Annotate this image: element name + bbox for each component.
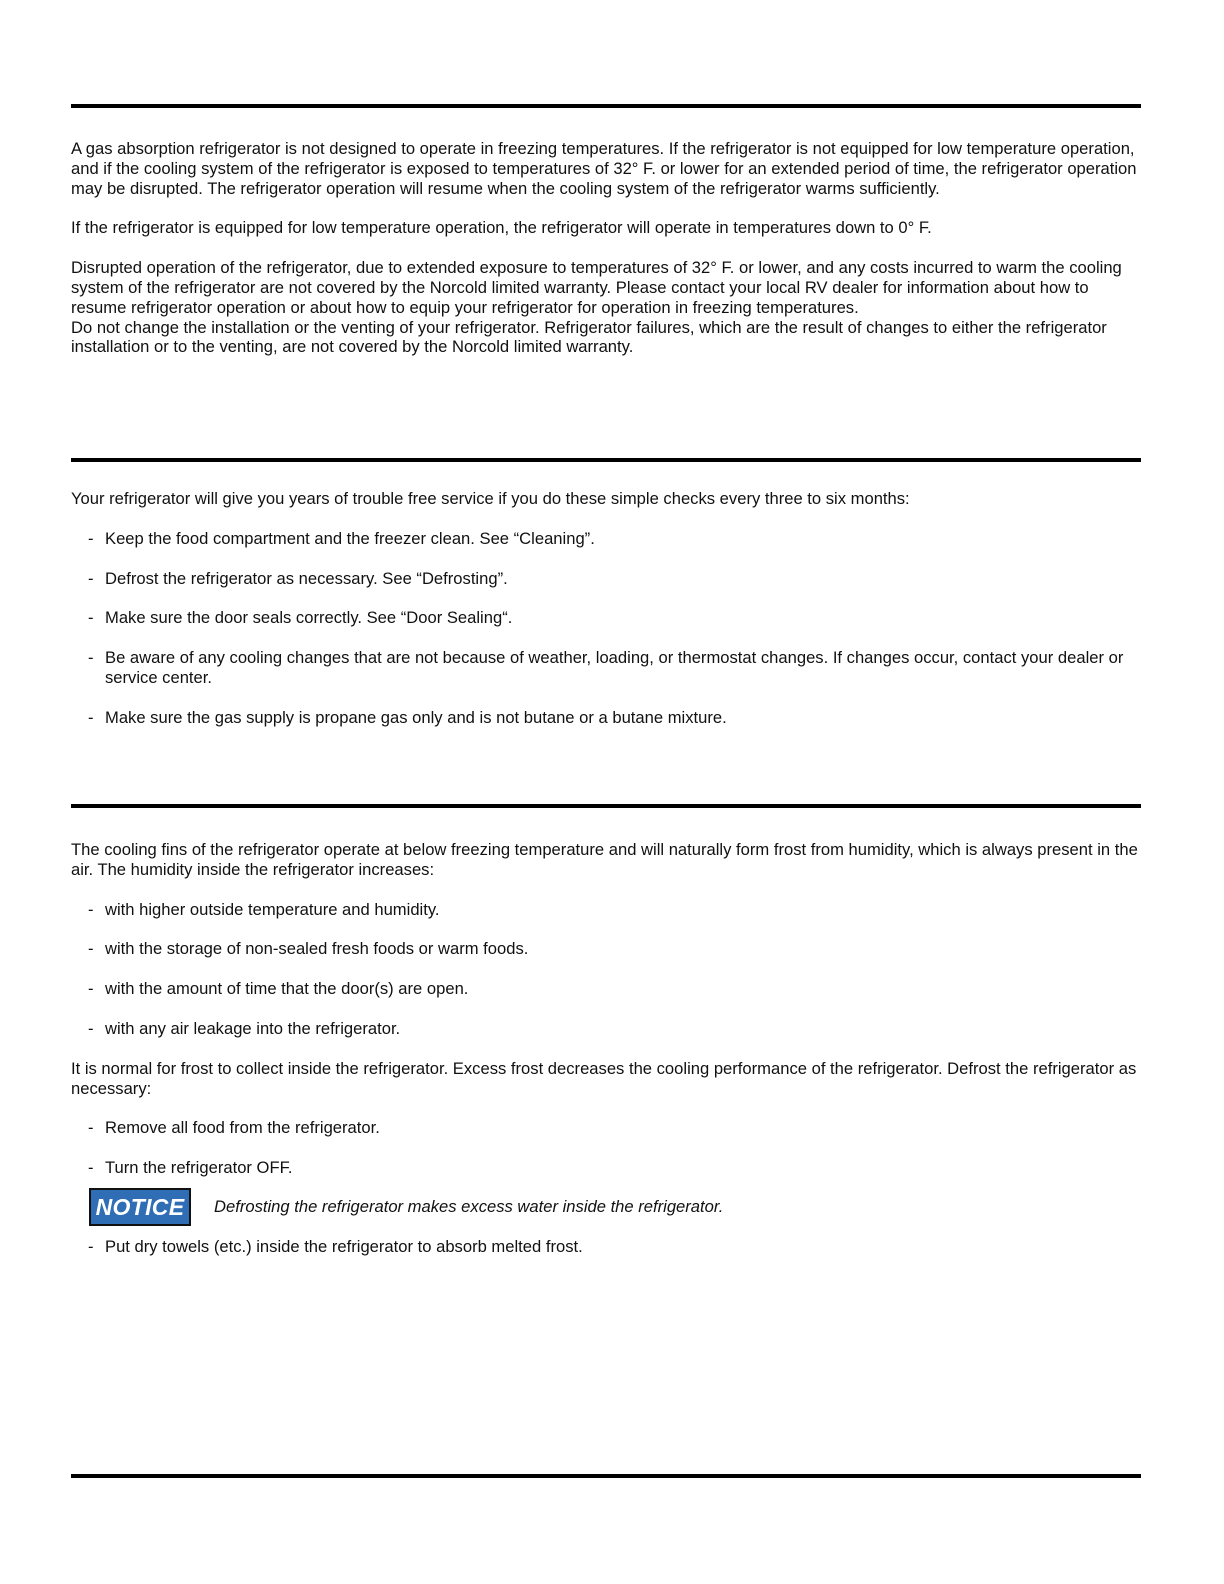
freezing-temperature-section — [71, 139, 1146, 357]
list-item: - with the storage of non-sealed fresh foods or warm foods. — [88, 939, 529, 959]
list-item: - Make sure the door seals correctly. See “Door Sealing“. — [88, 608, 513, 628]
warranty-paragraph: Disrupted operation of the refrigerator, due to extended exposure to temperatures of 32° F. or lower, and any costs incurred to warm the cooling system of the refrigerator are not covered by the Norcold limited warranty. Please contact your local RV dealer for information about how to resume refrigerator operation or about how to equip your refrigerator for operation in freezing temperatures. — [71, 258, 1122, 317]
section-divider-middle — [71, 458, 1141, 462]
list-item: - Remove all food from the refrigerator. — [88, 1118, 380, 1138]
list-item: - with higher outside temperature and humidity. — [88, 899, 440, 919]
section-divider-lower — [71, 804, 1141, 808]
maintenance-intro: Your refrigerator will give you years of trouble free service if you do these simple checks every three to six months: — [71, 489, 910, 508]
list-item: - Keep the food compartment and the freezer clean. See “Cleaning”. — [88, 528, 595, 548]
notice-text: Defrosting the refrigerator makes excess water inside the refrigerator. — [214, 1196, 724, 1216]
list-item: - Be aware of any cooling changes that are not because of weather, loading, or thermostat changes. If changes occur, contact your dealer or service center. — [88, 648, 1124, 687]
installation-warning-paragraph: Do not change the installation or the venting of your refrigerator. Refrigerator failures, which are the result of changes to either the refrigerator installation or to the venting, are not covered by the Norcold limited warranty. — [71, 317, 1107, 357]
list-item: - Make sure the gas supply is propane gas only and is not butane or a butane mixture. — [88, 707, 727, 727]
defrost-paragraph: It is normal for frost to collect inside the refrigerator. Excess frost decreases the cooling performance of the refrigerator. Defrost the refrigerator as necessary: — [71, 1058, 1137, 1098]
list-item: - with any air leakage into the refrigerator. — [88, 1018, 401, 1038]
section-divider-top — [71, 104, 1141, 108]
list-item: - with the amount of time that the door(s) are open. — [88, 979, 469, 999]
list-item: - Turn the refrigerator OFF. — [88, 1158, 293, 1178]
low-temperature-paragraph: If the refrigerator is equipped for low temperature operation, the refrigerator will operate in temperatures down to 0° F. — [71, 218, 932, 238]
freezing-paragraph: A gas absorption refrigerator is not designed to operate in freezing temperatures. If the refrigerator is not equipped for low temperature operation, and if the cooling system of the refrigerator is exposed to temperatures of 32° F. or lower for an extended period of time, the refrigerator operation may be disrupted. The refrigerator operation will resume when the cooling system of the refrigerator warms sufficiently. — [71, 139, 1137, 198]
notice-row — [71, 1188, 1146, 1230]
notice-badge: NOTICE — [89, 1188, 191, 1226]
list-item: - Defrost the refrigerator as necessary. See “Defrosting”. — [88, 568, 508, 588]
section-divider-bottom — [71, 1474, 1141, 1478]
maintenance-section — [71, 489, 1146, 728]
defrosting-section — [71, 840, 1146, 1257]
frost-intro: The cooling fins of the refrigerator operate at below freezing temperature and will naturally form frost from humidity, which is always present in the air. The humidity inside the refrigerator increases: — [71, 840, 1138, 879]
list-item: - Put dry towels (etc.) inside the refrigerator to absorb melted frost. — [88, 1236, 583, 1256]
